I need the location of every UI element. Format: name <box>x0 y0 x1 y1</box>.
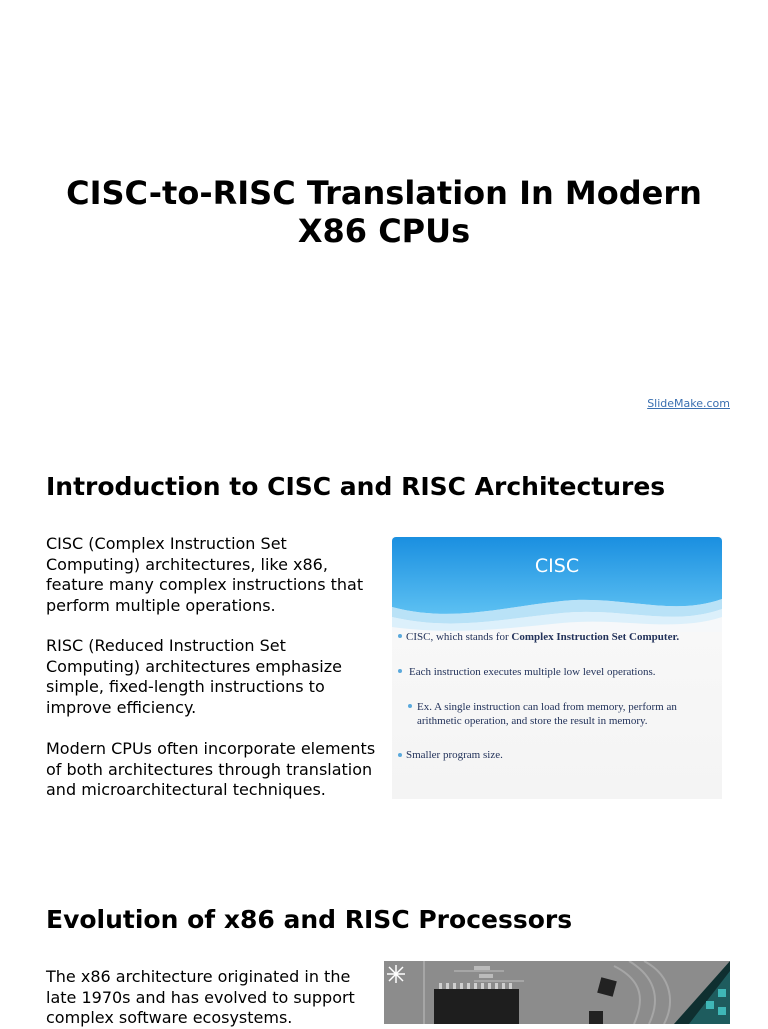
slidemake-link[interactable]: SlideMake.com <box>647 397 730 410</box>
slide-bullet-3-line1: Ex. A single instruction can load from memory, perform an <box>417 701 677 713</box>
slide-bullet-2: Each instruction executes multiple low level operations. <box>409 666 656 678</box>
slide-title: CISC <box>534 555 580 577</box>
bullet-dot <box>398 634 402 638</box>
slide-banner <box>392 537 722 632</box>
cisc-slide-image <box>392 537 722 799</box>
bullet-dot <box>408 704 412 708</box>
bullet-dot <box>398 753 402 757</box>
circuit-board-image <box>384 961 730 1024</box>
section-heading-intro: Introduction to CISC and RISC Architectures <box>46 472 666 501</box>
slide-bullet-3-line2: arithmetic operation, and store the result in memory. <box>417 715 648 727</box>
intro-paragraph-cisc: CISC (Complex Instruction Set Computing) architectures, like x86, feature many complex instructions that perform multiple operations. <box>46 534 364 615</box>
bullet-dot <box>398 669 402 673</box>
intro-paragraph-modern: Modern CPUs often incorporate elements of both architectures through translation and microarchitectural techniques. <box>46 739 376 799</box>
slide-bullet-1 <box>406 630 679 644</box>
slide-bullet-4: Smaller program size. <box>406 749 503 761</box>
section-heading-evolution: Evolution of x86 and RISC Processors <box>46 905 573 934</box>
slide-bullet-1-text: CISC, which stands for <box>406 631 512 643</box>
document-title: CISC-to-RISC Translation In Modern X86 CPUs <box>66 174 702 250</box>
slide-bullet-1-bold: Complex Instruction Set Computer. <box>511 631 680 643</box>
intro-paragraph-risc: RISC (Reduced Instruction Set Computing) architectures emphasize simple, fixed-length instructions to improve efficiency. <box>46 636 342 717</box>
evolution-paragraph-x86: The x86 architecture originated in the late 1970s and has evolved to support complex software ecosystems. <box>46 967 355 1027</box>
